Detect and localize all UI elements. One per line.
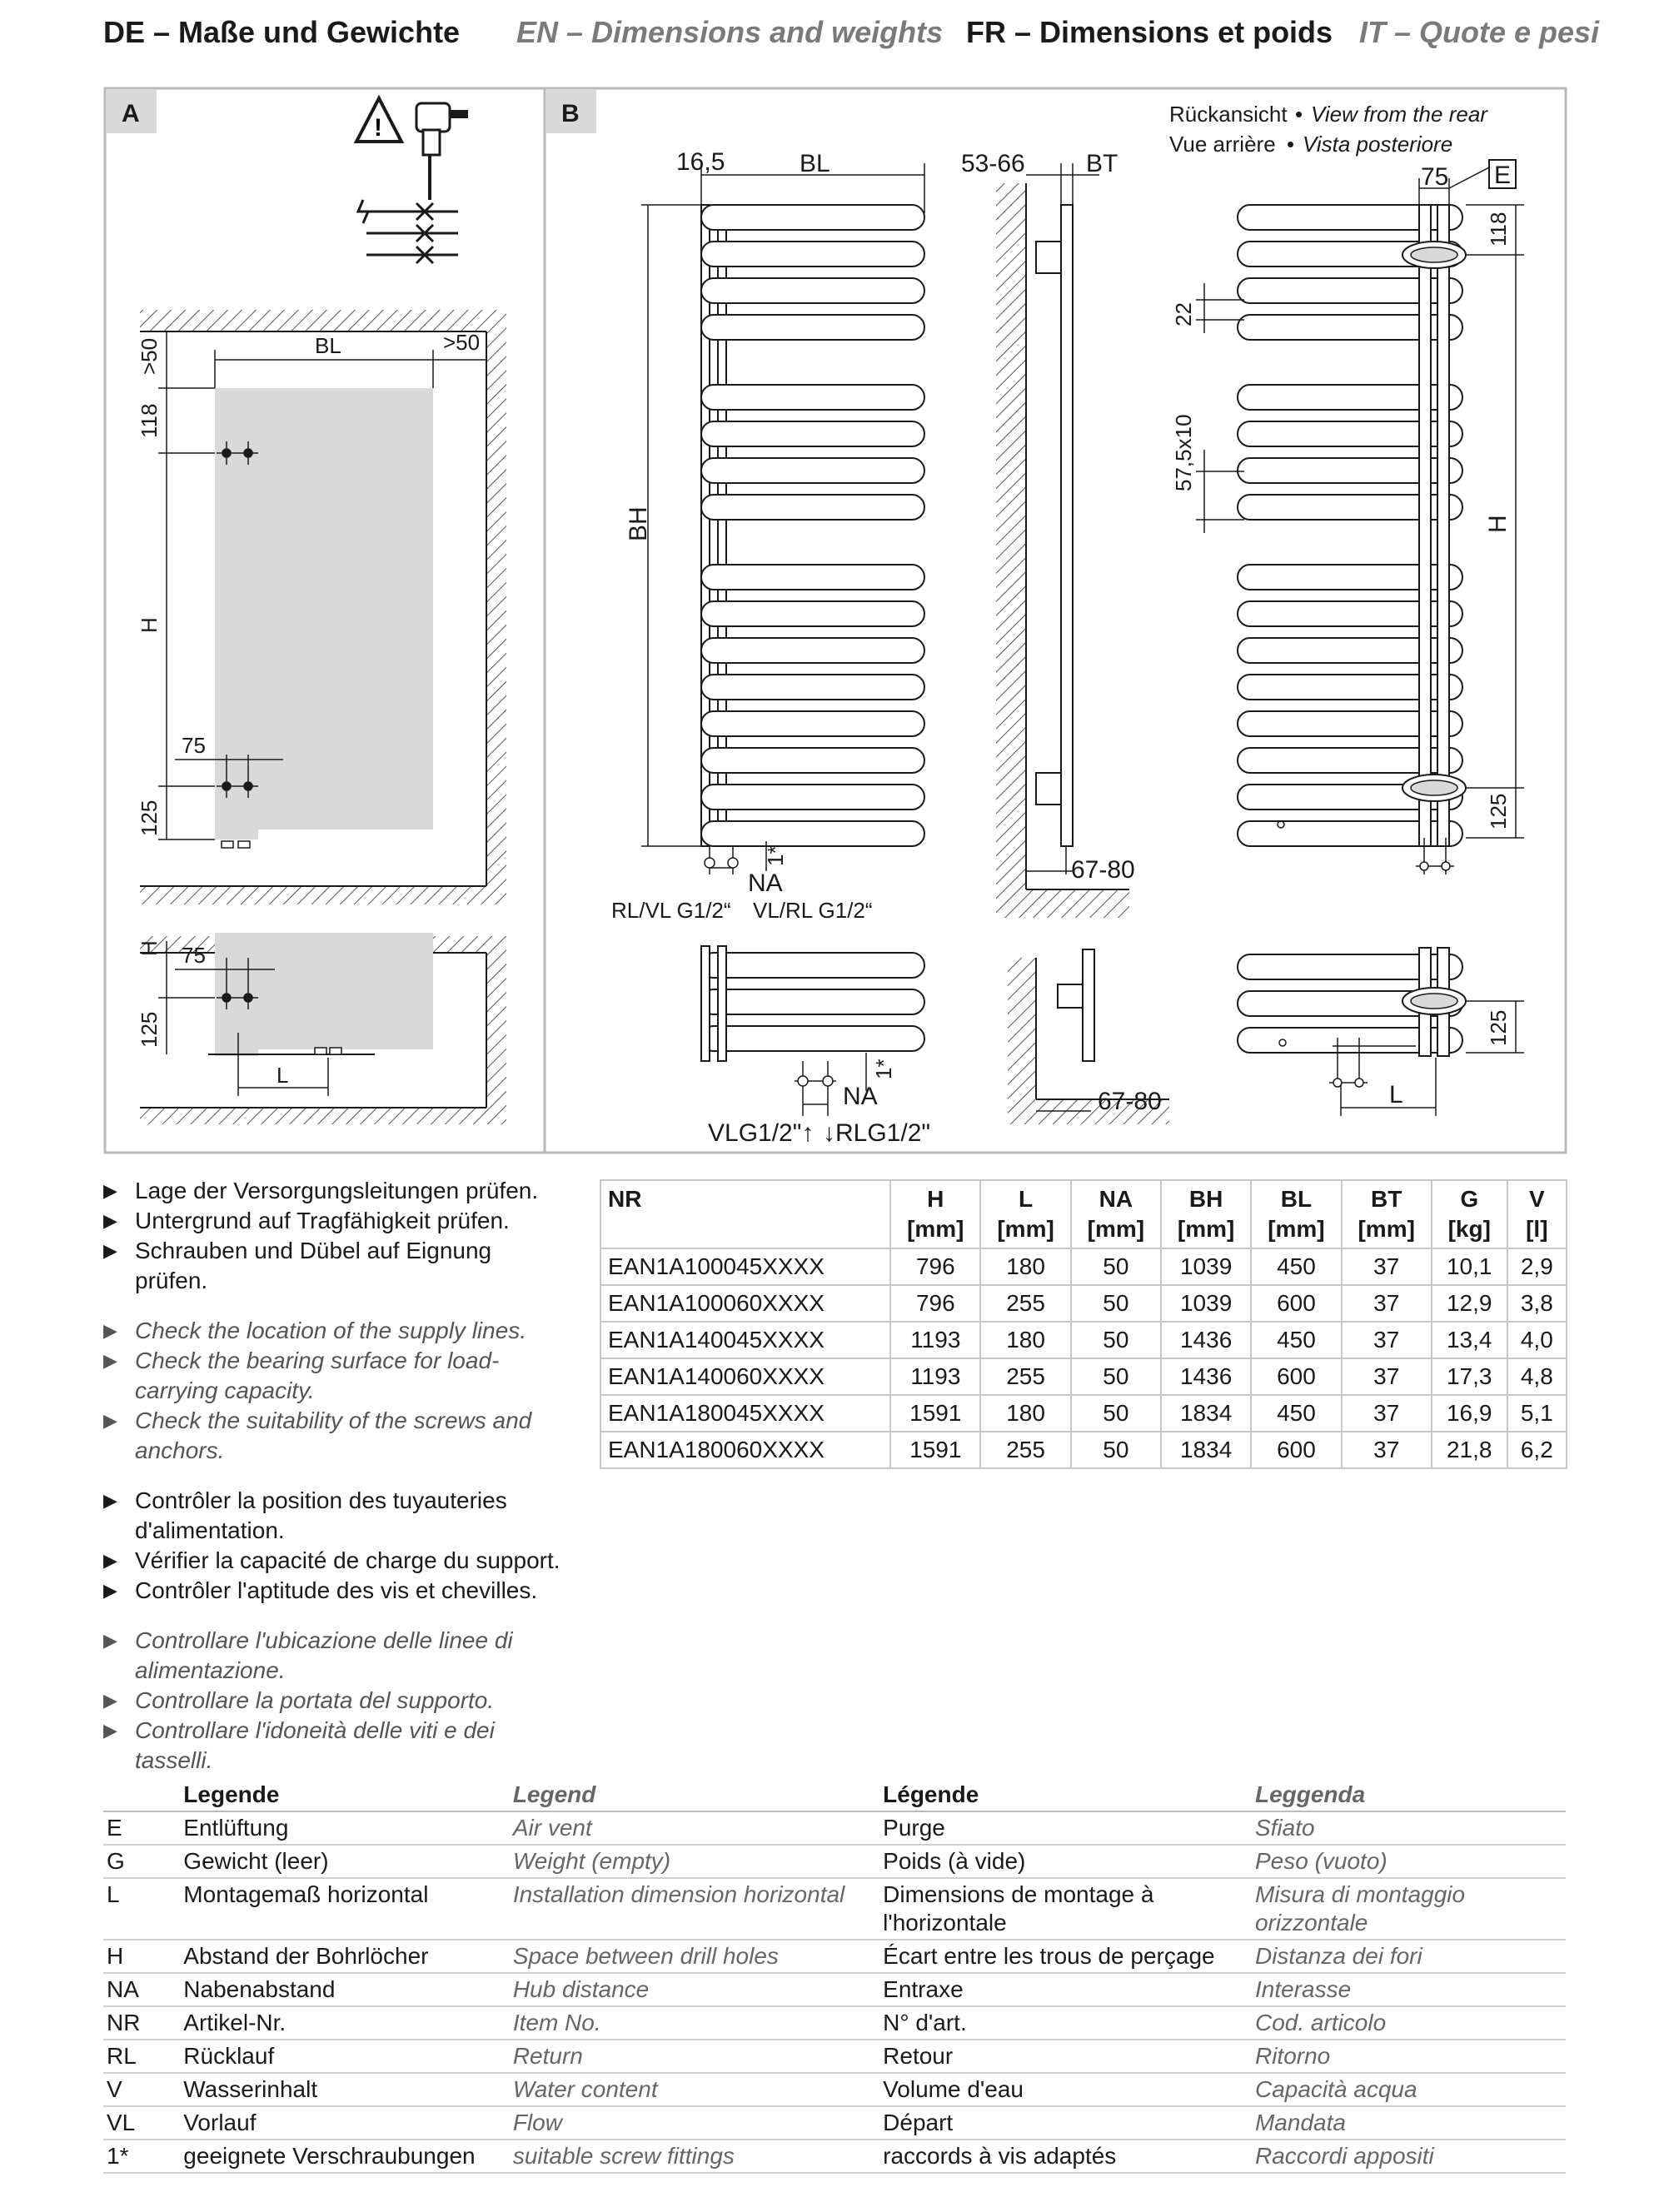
table-cell: 1039 — [1161, 1285, 1251, 1322]
note-en-1: ▶ Check the location of the supply lines. — [103, 1316, 570, 1346]
table-cell: 1834 — [1161, 1395, 1251, 1432]
table-cell: 1591 — [890, 1432, 980, 1468]
table-cell: 1193 — [890, 1358, 980, 1395]
note-it-2: ▶ Controllare la portata del supporto. — [103, 1686, 570, 1716]
notes-en — [103, 1316, 570, 1466]
legend-cell: Raccordi appositi — [1252, 2140, 1566, 2173]
rear-bullet-2: • — [1287, 132, 1295, 157]
legend-cell: Poids (à vide) — [879, 1845, 1252, 1878]
legend-cell: Rücklauf — [180, 2040, 510, 2073]
dim-b-na2: NA — [843, 1083, 878, 1110]
legend-cell: RL — [103, 2040, 180, 2073]
legend-cell: Retour — [879, 2040, 1252, 2073]
panel-b-tag: B — [561, 100, 580, 127]
table-cell: 37 — [1342, 1248, 1432, 1285]
legend-row — [103, 1940, 1566, 1973]
dim-b-h: H — [1484, 515, 1512, 533]
legend-cell: Space between drill holes — [510, 1940, 879, 1973]
dim-a-h: H — [137, 617, 162, 633]
legend-cell: L — [103, 1878, 180, 1940]
radiator-bar — [701, 315, 924, 340]
spec-header-h: H [mm] — [890, 1180, 980, 1248]
radiator-bar — [701, 638, 924, 663]
rear-label-it: Vista posteriore — [1303, 132, 1453, 157]
spec-header-bt: BT [mm] — [1342, 1180, 1432, 1248]
legend-cell: geeignete Verschraubungen — [180, 2140, 510, 2173]
note-de-2: ▶ Untergrund auf Tragfähigkeit prüfen. — [103, 1206, 570, 1236]
table-row — [600, 1432, 1567, 1468]
note-it-3: ▶ Controllare l'idoneità delle viti e dei tasselli. — [103, 1716, 570, 1776]
dim-b-125b: 125 — [1486, 1009, 1511, 1046]
dim-a-125b: 125 — [137, 1011, 162, 1048]
notes-it — [103, 1626, 570, 1776]
table-cell: 50 — [1071, 1285, 1161, 1322]
spec-table — [600, 1179, 1567, 1469]
label-rlg: ↓RLG1/2" — [823, 1119, 931, 1147]
note-en-2: ▶ Check the bearing surface for load-carrying capacity. — [103, 1346, 570, 1406]
legend-cell: Flow — [510, 2106, 879, 2140]
legend-cell: Départ — [879, 2106, 1252, 2140]
rear-label-de: Rückansicht — [1169, 102, 1288, 127]
header-it: IT – Quote e pesi — [1359, 15, 1600, 49]
legend-cell: V — [103, 2073, 180, 2106]
legend-cell: Gewicht (leer) — [180, 1845, 510, 1878]
dim-b-22: 22 — [1171, 302, 1196, 326]
legend-row — [103, 1973, 1566, 2006]
dim-b-57-5x10: 57,5x10 — [1171, 414, 1196, 491]
legend-cell: Artikel-Nr. — [180, 2006, 510, 2040]
legend-cell: Nabenabstand — [180, 1973, 510, 2006]
radiator-bar — [701, 421, 924, 446]
legend-row — [103, 1845, 1566, 1878]
table-cell: 796 — [890, 1248, 980, 1285]
radiator-bar — [701, 785, 924, 810]
legend-row — [103, 2140, 1566, 2173]
note-fr-3: ▶ Contrôler l'aptitude des vis et chevilles. — [103, 1576, 570, 1606]
legend-row — [103, 2040, 1566, 2073]
legend-cell: Air vent — [510, 1811, 879, 1845]
table-cell: EAN1A100060XXXX — [600, 1285, 890, 1322]
radiator-bar — [701, 821, 924, 846]
table-cell: 50 — [1071, 1358, 1161, 1395]
legend-cell: Écart entre les trous de perçage — [879, 1940, 1252, 1973]
radiator-bar — [701, 711, 924, 736]
dim-a-gt50-top: >50 — [137, 337, 162, 375]
table-cell: 50 — [1071, 1322, 1161, 1358]
legend-cell: Capacità acqua — [1252, 2073, 1566, 2106]
radiator-bar — [701, 385, 924, 410]
notes-fr — [103, 1486, 570, 1606]
table-cell: 600 — [1251, 1285, 1341, 1322]
legend-cell: Montagemaß horizontal — [180, 1878, 510, 1940]
legend-header: Legende — [180, 1779, 510, 1811]
legend-cell: Entlüftung — [180, 1811, 510, 1845]
legend-cell: Item No. — [510, 2006, 879, 2040]
dim-b-75: 75 — [1421, 163, 1449, 191]
table-cell: 255 — [980, 1358, 1070, 1395]
legend-cell: Distanza dei fori — [1252, 1940, 1566, 1973]
notes-de — [103, 1176, 570, 1296]
radiator-bar — [701, 675, 924, 700]
spec-header-g: G [kg] — [1432, 1180, 1507, 1248]
table-cell: 17,3 — [1432, 1358, 1507, 1395]
legend-cell: Entraxe — [879, 1973, 1252, 2006]
dim-b-bh: BH — [625, 506, 652, 541]
dim-b-53-66: 53-66 — [961, 150, 1025, 177]
legend-cell: suitable screw fittings — [510, 2140, 879, 2173]
legend-cell: G — [103, 1845, 180, 1878]
spec-header-v: V [l] — [1507, 1180, 1567, 1248]
table-row — [600, 1395, 1567, 1432]
table-cell: 450 — [1251, 1322, 1341, 1358]
dim-a-118: 118 — [137, 403, 162, 438]
table-cell: 37 — [1342, 1322, 1432, 1358]
table-cell: EAN1A140060XXXX — [600, 1358, 890, 1395]
rear-label-fr: Vue arrière — [1169, 132, 1276, 157]
radiator-bar — [701, 565, 924, 590]
table-cell: 1834 — [1161, 1432, 1251, 1468]
table-cell: 50 — [1071, 1432, 1161, 1468]
spec-header-bl: BL [mm] — [1251, 1180, 1341, 1248]
table-cell: 1436 — [1161, 1322, 1251, 1358]
table-cell: 180 — [980, 1395, 1070, 1432]
dim-a-gt50-right: >50 — [443, 330, 481, 355]
radiator-bar — [701, 278, 924, 303]
radiator-bar — [701, 242, 924, 267]
header-de: DE – Maße und Gewichte — [103, 15, 461, 49]
dim-b-67-80a: 67-80 — [1071, 856, 1135, 884]
table-cell: 16,9 — [1432, 1395, 1507, 1432]
legend-cell: Cod. articolo — [1252, 2006, 1566, 2040]
table-cell: 37 — [1342, 1285, 1432, 1322]
legend-cell: Interasse — [1252, 1973, 1566, 2006]
rear-bullet-1: • — [1295, 102, 1303, 127]
table-cell: 255 — [980, 1432, 1070, 1468]
table-cell: EAN1A180060XXXX — [600, 1432, 890, 1468]
dim-b-l: L — [1389, 1081, 1403, 1108]
label-vl-rl: VL/RL G1/2“ — [753, 898, 873, 923]
legend-cell: Peso (vuoto) — [1252, 1845, 1566, 1878]
table-cell: 13,4 — [1432, 1322, 1507, 1358]
table-cell: 180 — [980, 1248, 1070, 1285]
table-cell: 12,9 — [1432, 1285, 1507, 1322]
radiator-bar — [701, 748, 924, 773]
table-cell: 50 — [1071, 1248, 1161, 1285]
table-row — [600, 1285, 1567, 1322]
radiator-bar — [701, 495, 924, 520]
dim-b-star1b: 1* — [871, 1059, 896, 1079]
legend-header — [103, 1779, 180, 1811]
dim-a-75: 75 — [182, 733, 206, 758]
label-rl-vl: RL/VL G1/2“ — [611, 898, 731, 923]
table-cell: EAN1A180045XXXX — [600, 1395, 890, 1432]
table-cell: 1591 — [890, 1395, 980, 1432]
dim-b-bt: BT — [1086, 150, 1118, 177]
table-cell: 600 — [1251, 1358, 1341, 1395]
dim-b-118: 118 — [1486, 212, 1511, 247]
note-it-1: ▶ Controllare l'ubicazione delle linee di alimentazione. — [103, 1626, 570, 1686]
table-cell: 6,2 — [1507, 1432, 1567, 1468]
table-cell: 4,8 — [1507, 1358, 1567, 1395]
label-vlg: VLG1/2"↑ — [708, 1119, 815, 1147]
table-cell: 50 — [1071, 1395, 1161, 1432]
table-cell: 600 — [1251, 1432, 1341, 1468]
installation-notes — [103, 1176, 570, 1796]
legend-row — [103, 1811, 1566, 1845]
note-fr-1: ▶ Contrôler la position des tuyauteries d'alimentation. — [103, 1486, 570, 1546]
legend-row — [103, 2006, 1566, 2040]
rear-label-en: View from the rear — [1311, 102, 1487, 127]
legend-cell: Wasserinhalt — [180, 2073, 510, 2106]
table-cell: 4,0 — [1507, 1322, 1567, 1358]
radiator-bar — [701, 458, 924, 483]
table-cell: 3,8 — [1507, 1285, 1567, 1322]
legend-cell: E — [103, 1811, 180, 1845]
panel-a-tag: A — [122, 100, 140, 127]
legend-cell: Return — [510, 2040, 879, 2073]
table-cell: EAN1A100045XXXX — [600, 1248, 890, 1285]
legend-header: Légende — [879, 1779, 1252, 1811]
spec-header-na: NA [mm] — [1071, 1180, 1161, 1248]
table-cell: 10,1 — [1432, 1248, 1507, 1285]
note-en-3: ▶ Check the suitability of the screws and anchors. — [103, 1406, 570, 1466]
spec-header-nr: NR — [600, 1180, 890, 1248]
dim-b-star1: 1* — [763, 845, 788, 866]
spec-header-l: L [mm] — [980, 1180, 1070, 1248]
legend-cell: Purge — [879, 1811, 1252, 1845]
radiator-bar — [701, 205, 924, 230]
legend-cell: N° d'art. — [879, 2006, 1252, 2040]
table-cell: 37 — [1342, 1358, 1432, 1395]
legend-table — [103, 1779, 1566, 2174]
table-row — [600, 1248, 1567, 1285]
legend-cell: Installation dimension horizontal — [510, 1878, 879, 1940]
label-e: E — [1494, 162, 1512, 189]
legend-cell: Hub distance — [510, 1973, 879, 2006]
table-cell: 1039 — [1161, 1248, 1251, 1285]
dim-b-bl: BL — [800, 150, 830, 177]
table-cell: 21,8 — [1432, 1432, 1507, 1468]
legend-row — [103, 2073, 1566, 2106]
legend-cell: Mandata — [1252, 2106, 1566, 2140]
legend-cell: Dimensions de montage à l'horizontale — [879, 1878, 1252, 1940]
legend-cell: Vorlauf — [180, 2106, 510, 2140]
legend-cell: 1* — [103, 2140, 180, 2173]
legend-cell: Ritorno — [1252, 2040, 1566, 2073]
legend-cell: Weight (empty) — [510, 1845, 879, 1878]
legend-cell: Abstand der Bohrlöcher — [180, 1940, 510, 1973]
table-cell: 450 — [1251, 1248, 1341, 1285]
table-cell: 180 — [980, 1322, 1070, 1358]
table-cell: 37 — [1342, 1395, 1432, 1432]
table-cell: 1436 — [1161, 1358, 1251, 1395]
radiator-bar — [701, 601, 924, 626]
dim-a-75b: 75 — [182, 943, 206, 968]
legend-header: Legend — [510, 1779, 879, 1811]
table-row — [600, 1322, 1567, 1358]
table-cell: 450 — [1251, 1395, 1341, 1432]
dim-b-na: NA — [748, 869, 783, 897]
legend-cell: H — [103, 1940, 180, 1973]
dim-a-bl: BL — [315, 333, 341, 358]
header-fr: FR – Dimensions et poids — [966, 15, 1333, 49]
dim-b-125: 125 — [1486, 793, 1511, 830]
svg-text:!: ! — [374, 114, 382, 142]
table-cell: 1193 — [890, 1322, 980, 1358]
table-cell: 796 — [890, 1285, 980, 1322]
spec-header-bh: BH [mm] — [1161, 1180, 1251, 1248]
legend-row — [103, 1878, 1566, 1940]
legend-cell: VL — [103, 2106, 180, 2140]
table-cell: EAN1A140045XXXX — [600, 1322, 890, 1358]
table-cell: 2,9 — [1507, 1248, 1567, 1285]
note-de-1: ▶ Lage der Versorgungsleitungen prüfen. — [103, 1176, 570, 1206]
legend-cell: NA — [103, 1973, 180, 2006]
table-cell: 37 — [1342, 1432, 1432, 1468]
dim-b-67-80b: 67-80 — [1098, 1088, 1162, 1115]
dim-b-16-5: 16,5 — [676, 148, 725, 176]
note-fr-2: ▶ Vérifier la capacité de charge du support. — [103, 1546, 570, 1576]
legend-header: Leggenda — [1252, 1779, 1566, 1811]
legend-cell: NR — [103, 2006, 180, 2040]
legend-cell: Sfiato — [1252, 1811, 1566, 1845]
header-en: EN – Dimensions and weights — [516, 15, 944, 49]
legend-cell: Misura di montaggio orizzontale — [1252, 1878, 1566, 1940]
table-cell: 5,1 — [1507, 1395, 1567, 1432]
note-de-3: ▶ Schrauben und Dübel auf Eignung prüfen. — [103, 1236, 570, 1296]
dim-a-h2: H — [137, 940, 162, 956]
legend-cell: Volume d'eau — [879, 2073, 1252, 2106]
legend-cell: raccords à vis adaptés — [879, 2140, 1252, 2173]
legend-row — [103, 2106, 1566, 2140]
table-row — [600, 1358, 1567, 1395]
dim-a-l: L — [276, 1063, 289, 1088]
table-cell: 255 — [980, 1285, 1070, 1322]
dim-a-125: 125 — [137, 800, 162, 836]
legend-cell: Water content — [510, 2073, 879, 2106]
